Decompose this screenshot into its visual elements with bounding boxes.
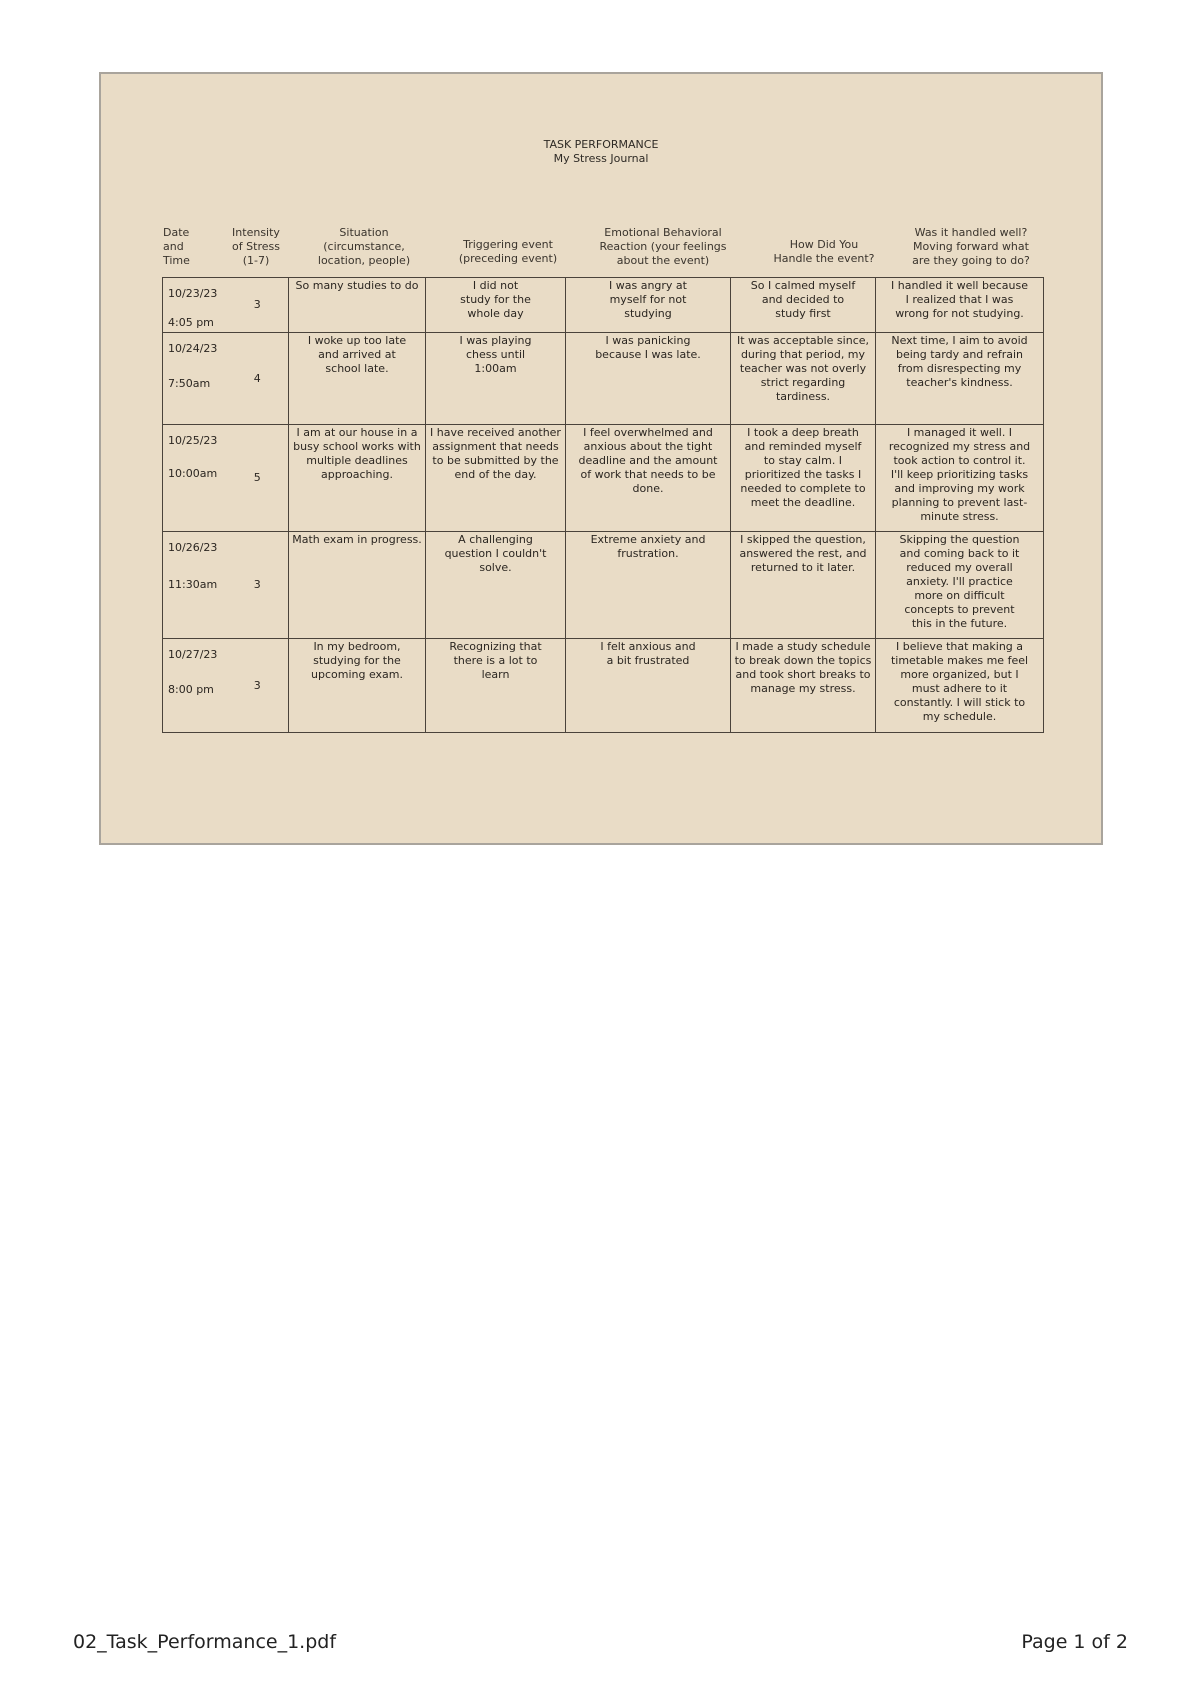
entry-time: 11:30am	[168, 578, 218, 591]
reaction-cell: Extreme anxiety and frustration.	[566, 532, 731, 639]
situation-cell: So many studies to do	[289, 278, 426, 333]
reaction-cell: I was panicking because I was late.	[566, 333, 731, 425]
situation-cell: I am at our house in a busy school works with multiple deadlines approaching.	[289, 425, 426, 532]
handled-cell: I made a study schedule to break down the topics and took short breaks to manage my stress.	[731, 639, 876, 733]
moving-forward-cell: Skipping the question and coming back to it reduced my overall anxiety. I'll practice more on difficult concepts to prevent this in the future.	[876, 532, 1044, 639]
trigger-cell: I was playing chess until 1:00am	[426, 333, 566, 425]
intensity-cell: 3	[227, 532, 289, 639]
entry-time: 10:00am	[168, 467, 218, 480]
header-trigger: Triggering event (preceding event)	[458, 238, 558, 265]
situation-cell: Math exam in progress.	[289, 532, 426, 639]
document-title-block	[101, 138, 1101, 166]
table-row	[163, 532, 1044, 639]
date-time-cell	[163, 532, 227, 639]
entry-date: 10/24/23	[168, 342, 218, 355]
handled-cell: It was acceptable since, during that period, my teacher was not overly strict regarding tardiness.	[731, 333, 876, 425]
table-row	[163, 425, 1044, 532]
header-forward: Was it handled well? Moving forward what are they going to do?	[912, 226, 1030, 267]
trigger-cell: I did not study for the whole day	[426, 278, 566, 333]
moving-forward-cell: I managed it well. I recognized my stress and took action to control it. I'll keep prioritizing tasks and improving my work planning to prevent last- minute stress.	[876, 425, 1044, 532]
moving-forward-cell: Next time, I aim to avoid being tardy and refrain from disrespecting my teacher's kindness.	[876, 333, 1044, 425]
document-subtitle: My Stress Journal	[553, 152, 649, 165]
header-intensity: Intensity of Stress (1-7)	[232, 226, 280, 267]
entry-time: 8:00 pm	[168, 683, 214, 696]
header-date: Date and Time	[163, 226, 190, 267]
stress-journal-table	[162, 277, 1044, 733]
date-time-cell	[163, 333, 227, 425]
entry-date: 10/23/23	[168, 287, 218, 300]
reaction-cell: I was angry at myself for not studying	[566, 278, 731, 333]
handled-cell: I skipped the question, answered the rest, and returned to it later.	[731, 532, 876, 639]
date-time-cell	[163, 425, 227, 532]
entry-date: 10/25/23	[168, 434, 218, 447]
reaction-cell: I felt anxious and a bit frustrated	[566, 639, 731, 733]
table-row	[163, 333, 1044, 425]
table-header-row	[159, 226, 1039, 272]
reaction-cell: I feel overwhelmed and anxious about the tight deadline and the amount of work that needs to be done.	[566, 425, 731, 532]
intensity-cell: 3	[227, 639, 289, 733]
header-handled: How Did You Handle the event?	[773, 238, 875, 265]
intensity-cell: 3	[227, 278, 289, 333]
intensity-cell: 5	[227, 425, 289, 532]
situation-cell: I woke up too late and arrived at school late.	[289, 333, 426, 425]
entry-time: 4:05 pm	[168, 316, 214, 329]
header-situation: Situation (circumstance, location, people)	[317, 226, 411, 267]
trigger-cell: Recognizing that there is a lot to learn	[426, 639, 566, 733]
trigger-cell: A challenging question I couldn't solve.	[426, 532, 566, 639]
handled-cell: I took a deep breath and reminded myself to stay calm. I prioritized the tasks I needed to complete to meet the deadline.	[731, 425, 876, 532]
moving-forward-cell: I handled it well because I realized that I was wrong for not studying.	[876, 278, 1044, 333]
date-time-cell	[163, 278, 227, 333]
handled-cell: So I calmed myself and decided to study first	[731, 278, 876, 333]
moving-forward-cell: I believe that making a timetable makes me feel more organized, but I must adhere to it constantly. I will stick to my schedule.	[876, 639, 1044, 733]
situation-cell: In my bedroom, studying for the upcoming exam.	[289, 639, 426, 733]
table-row	[163, 278, 1044, 333]
footer-page-number: Page 1 of 2	[1021, 1631, 1128, 1653]
intensity-cell: 4	[227, 333, 289, 425]
table-row	[163, 639, 1044, 733]
trigger-cell: I have received another assignment that needs to be submitted by the end of the day.	[426, 425, 566, 532]
entry-time: 7:50am	[168, 377, 211, 390]
header-reaction: Emotional Behavioral Reaction (your feelings about the event)	[599, 226, 727, 267]
entry-date: 10/27/23	[168, 648, 218, 661]
document-title: TASK PERFORMANCE	[543, 138, 659, 151]
entry-date: 10/26/23	[168, 541, 218, 554]
date-time-cell	[163, 639, 227, 733]
journal-page-image	[99, 72, 1103, 845]
footer-filename: 02_Task_Performance_1.pdf	[73, 1631, 337, 1653]
